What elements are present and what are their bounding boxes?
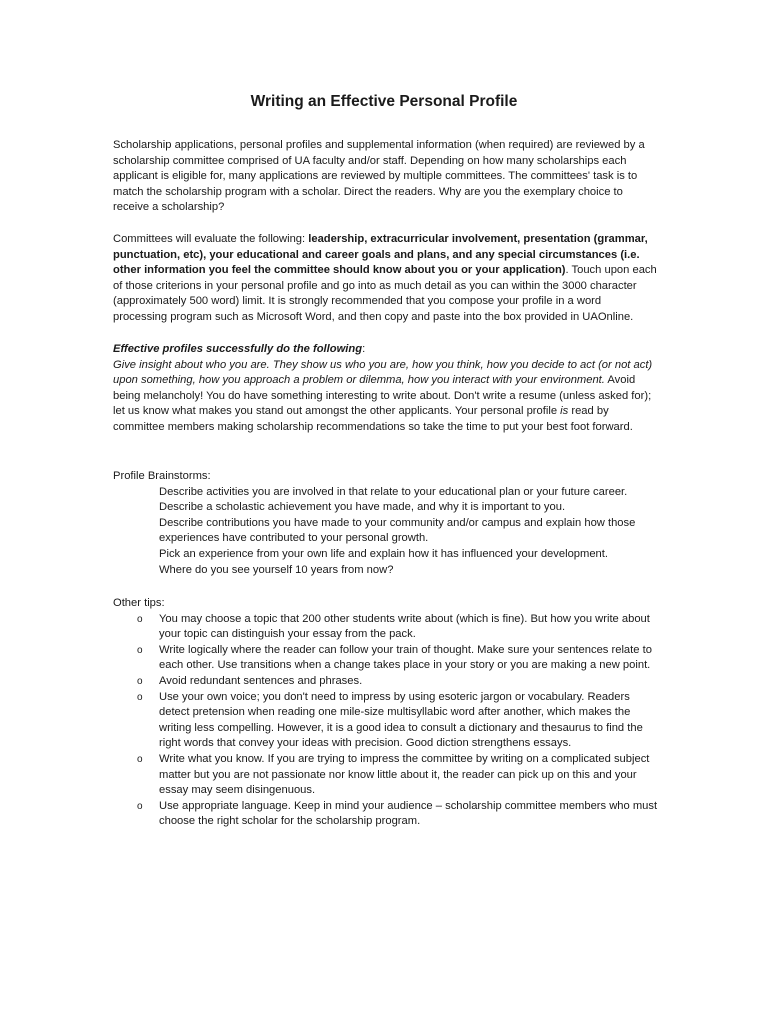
effective-body-a: Avoid being melancholy! You do have something interesting to write about. Don't write a resume (unless asked for); let us know what makes you stand out amongst the other applicants. Your personal profile: [113, 374, 652, 418]
effective-body-b: read by committee members making scholarship recommendations so take the time to put your best foot forward.: [113, 405, 633, 433]
effective-body-is: is: [560, 405, 569, 418]
tip-item: [113, 690, 658, 752]
tip-text: Use appropriate language. Keep in mind your audience – scholarship committee members who must choose the right scholar for the scholarship program.: [159, 799, 658, 828]
tip-item: [113, 643, 658, 674]
tip-text: Use your own voice; you don't need to impress by using esoteric jargon or vocabulary. Readers detect pretension when reading one mile-size multisyllabic word after another, which makes the writing less compelling. However, it is a good idea to consult a dictionary and thesaurus to find the right words that convey your ideas with precision. Good diction strengthens essays.: [159, 690, 643, 750]
effective-profiles-section: [113, 342, 658, 436]
brainstorm-item: Pick an experience from your own life and explain how it has influenced your development.: [159, 547, 608, 560]
effective-body: [113, 358, 658, 436]
brainstorm-item: Describe contributions you have made to your community and/or campus and explain how those experiences have contributed to your personal growth.: [159, 516, 636, 545]
effective-heading: Effective profiles successfully do the following: [113, 343, 363, 355]
brainstorms-heading: Profile Brainstorms:: [113, 470, 211, 482]
hollow-bullet-icon: o: [137, 753, 143, 765]
hollow-bullet-icon: o: [137, 691, 143, 703]
tip-item: [113, 674, 658, 690]
tip-text: Write what you know. If you are trying to impress the committee by writing on a complicated subject matter but you are not passionate nor know little about it, the reader can pick up on this and your essay may seem disingenuous.: [159, 752, 650, 797]
hollow-bullet-icon: o: [137, 675, 143, 687]
brainstorm-item: Where do you see yourself 10 years from now?: [159, 563, 394, 576]
criteria-list: leadership, extracurricular involvement, presentation (grammar, punctuation, etc), your educational and career goals and plans, and any special circumstances (i.e. other information you feel the committee should know about you or your application): [113, 233, 648, 277]
criteria-paragraph: [113, 232, 658, 326]
tip-item: [113, 752, 658, 799]
tips-list: [113, 612, 658, 830]
tip-text: Avoid redundant sentences and phrases.: [159, 674, 363, 687]
brainstorm-item: Describe activities you are involved in that relate to your educational plan or your future career.: [159, 485, 628, 498]
hollow-bullet-icon: o: [137, 800, 143, 812]
brainstorms-section: [113, 469, 658, 578]
tip-text: Write logically where the reader can follow your train of thought. Make sure your sentences relate to each other. Use transitions when a change takes place in your story or you are making a new point.: [159, 643, 652, 672]
tips-heading: Other tips:: [113, 597, 165, 609]
criteria-rest: . Touch upon each of those criterions in your personal profile and go into as much detail as you can within the 3000 character (approximately 500 word) limit. It is strongly recommended that you compose your profile in a word processing program such as Microsoft Word, and then copy and paste into the box provided in UAOnline.: [113, 264, 657, 323]
tip-item: [113, 799, 658, 830]
criteria-lead: Committees will evaluate the following:: [113, 233, 309, 245]
brainstorm-item: Describe a scholastic achievement you have made, and why it is important to you.: [159, 501, 566, 514]
intro-paragraph: Scholarship applications, personal profiles and supplemental information (when required) are reviewed by a scholarship committee comprised of UA faculty and/or staff. Depending on how many scholarships each applicant is eligible for, many applications are reviewed by multiple committees. The committees' task is to match the scholarship program with a scholar. Direct the readers. Why are you the exemplary choice to receive a scholarship?: [113, 139, 645, 214]
brainstorms-list: [113, 485, 658, 579]
document-title: Writing an Effective Personal Profile: [250, 93, 518, 110]
tip-text: You may choose a topic that 200 other students write about (which is fine). But how you write about your topic can distinguish your essay from the pack.: [159, 612, 650, 641]
effective-heading-colon: :: [362, 343, 366, 355]
effective-heading-line: [113, 342, 658, 358]
tip-item: [113, 612, 658, 643]
hollow-bullet-icon: o: [137, 644, 143, 656]
hollow-bullet-icon: o: [137, 613, 143, 625]
effective-italic-text: Give insight about who you are. They show us who you are, how you think, how you decide to act (or not act) upon something, how you approach a problem or dilemma, how you interact with your environment.: [113, 358, 653, 387]
tips-section: [113, 596, 658, 830]
